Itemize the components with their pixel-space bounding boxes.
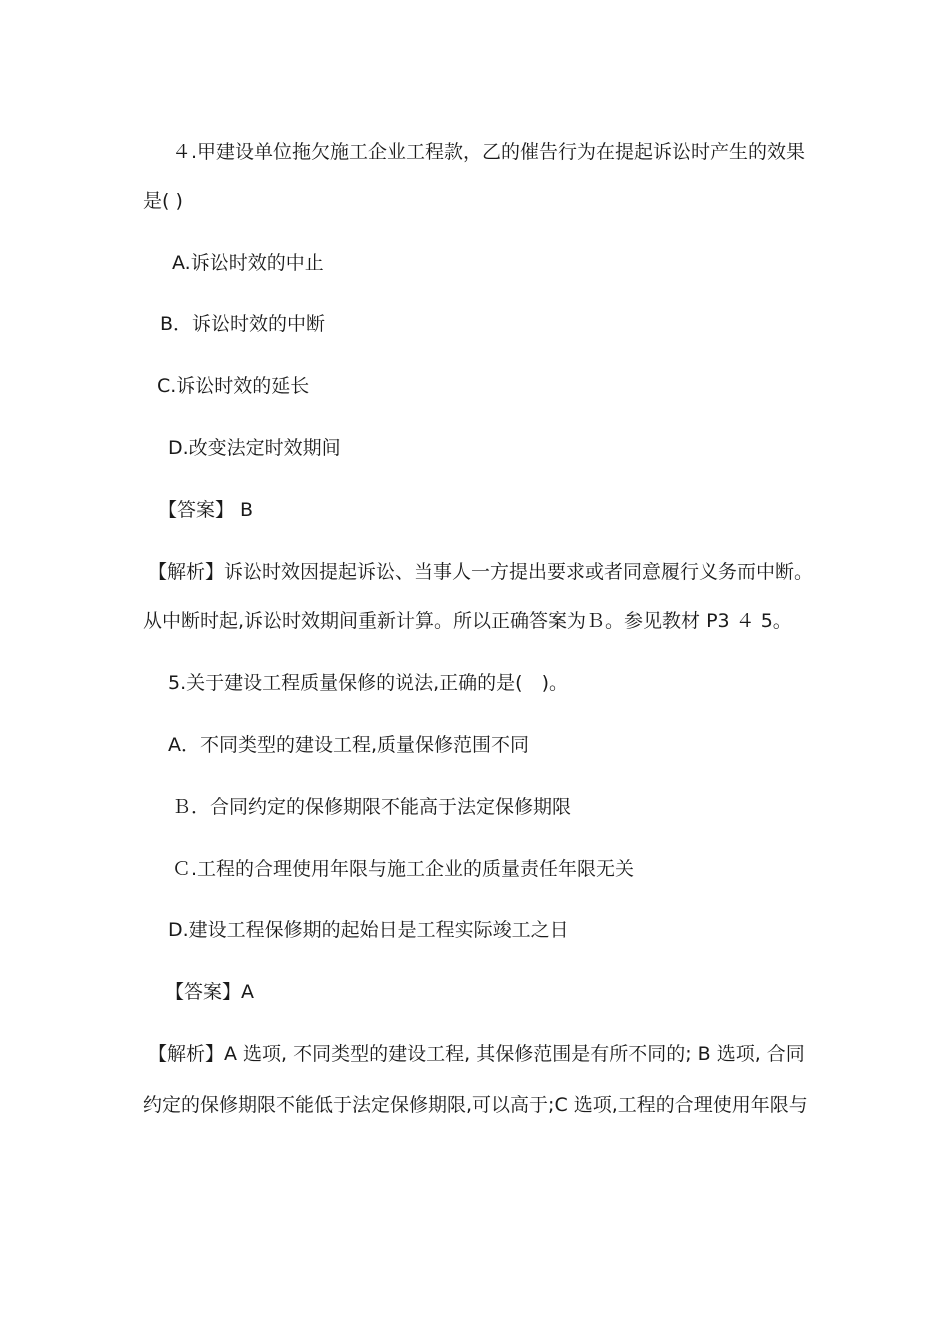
q4-analysis-line2: 从中断时起,诉讼时效期间重新计算。所以正确答案为Ｂ。参见教材 P3 ４ 5。 bbox=[143, 610, 792, 632]
q5-answer: 【答案】A bbox=[165, 981, 254, 1003]
q5-analysis-line1: 【解析】A 选项, 不同类型的建设工程, 其保修范围是有所不同的; B 选项, 合同 bbox=[148, 1043, 805, 1065]
q5-option-b: Ｂ．合同约定的保修期限不能高于法定保修期限 bbox=[172, 796, 572, 818]
q5-analysis-line2: 约定的保修期限不能低于法定保修期限,可以高于;C 选项,工程的合理使用年限与 bbox=[143, 1094, 808, 1116]
q5-option-a: A．不同类型的建设工程,质量保修范围不同 bbox=[168, 734, 530, 756]
q5-option-d: D.建设工程保修期的起始日是工程实际竣工之日 bbox=[168, 919, 569, 941]
q4-option-b: B．诉讼时效的中断 bbox=[160, 313, 326, 335]
q4-analysis-line1: 【解析】诉讼时效因提起诉讼、当事人一方提出要求或者同意履行义务而中断。 bbox=[148, 561, 814, 583]
q4-stem-line2: 是( ) bbox=[143, 190, 183, 212]
q5-option-c: Ｃ.工程的合理使用年限与施工企业的质量责任年限无关 bbox=[172, 858, 635, 880]
q4-option-d: D.改变法定时效期间 bbox=[168, 437, 341, 459]
q5-stem: 5.关于建设工程质量保修的说法,正确的是( )。 bbox=[168, 672, 568, 694]
q4-option-c: C.诉讼时效的延长 bbox=[157, 375, 310, 397]
q4-option-a: A.诉讼时效的中止 bbox=[172, 252, 324, 274]
q4-answer: 【答案】 B bbox=[158, 499, 254, 521]
q4-stem-line1: ４.甲建设单位拖欠施工企业工程款，乙的催告行为在提起诉讼时产生的效果 bbox=[172, 141, 806, 163]
